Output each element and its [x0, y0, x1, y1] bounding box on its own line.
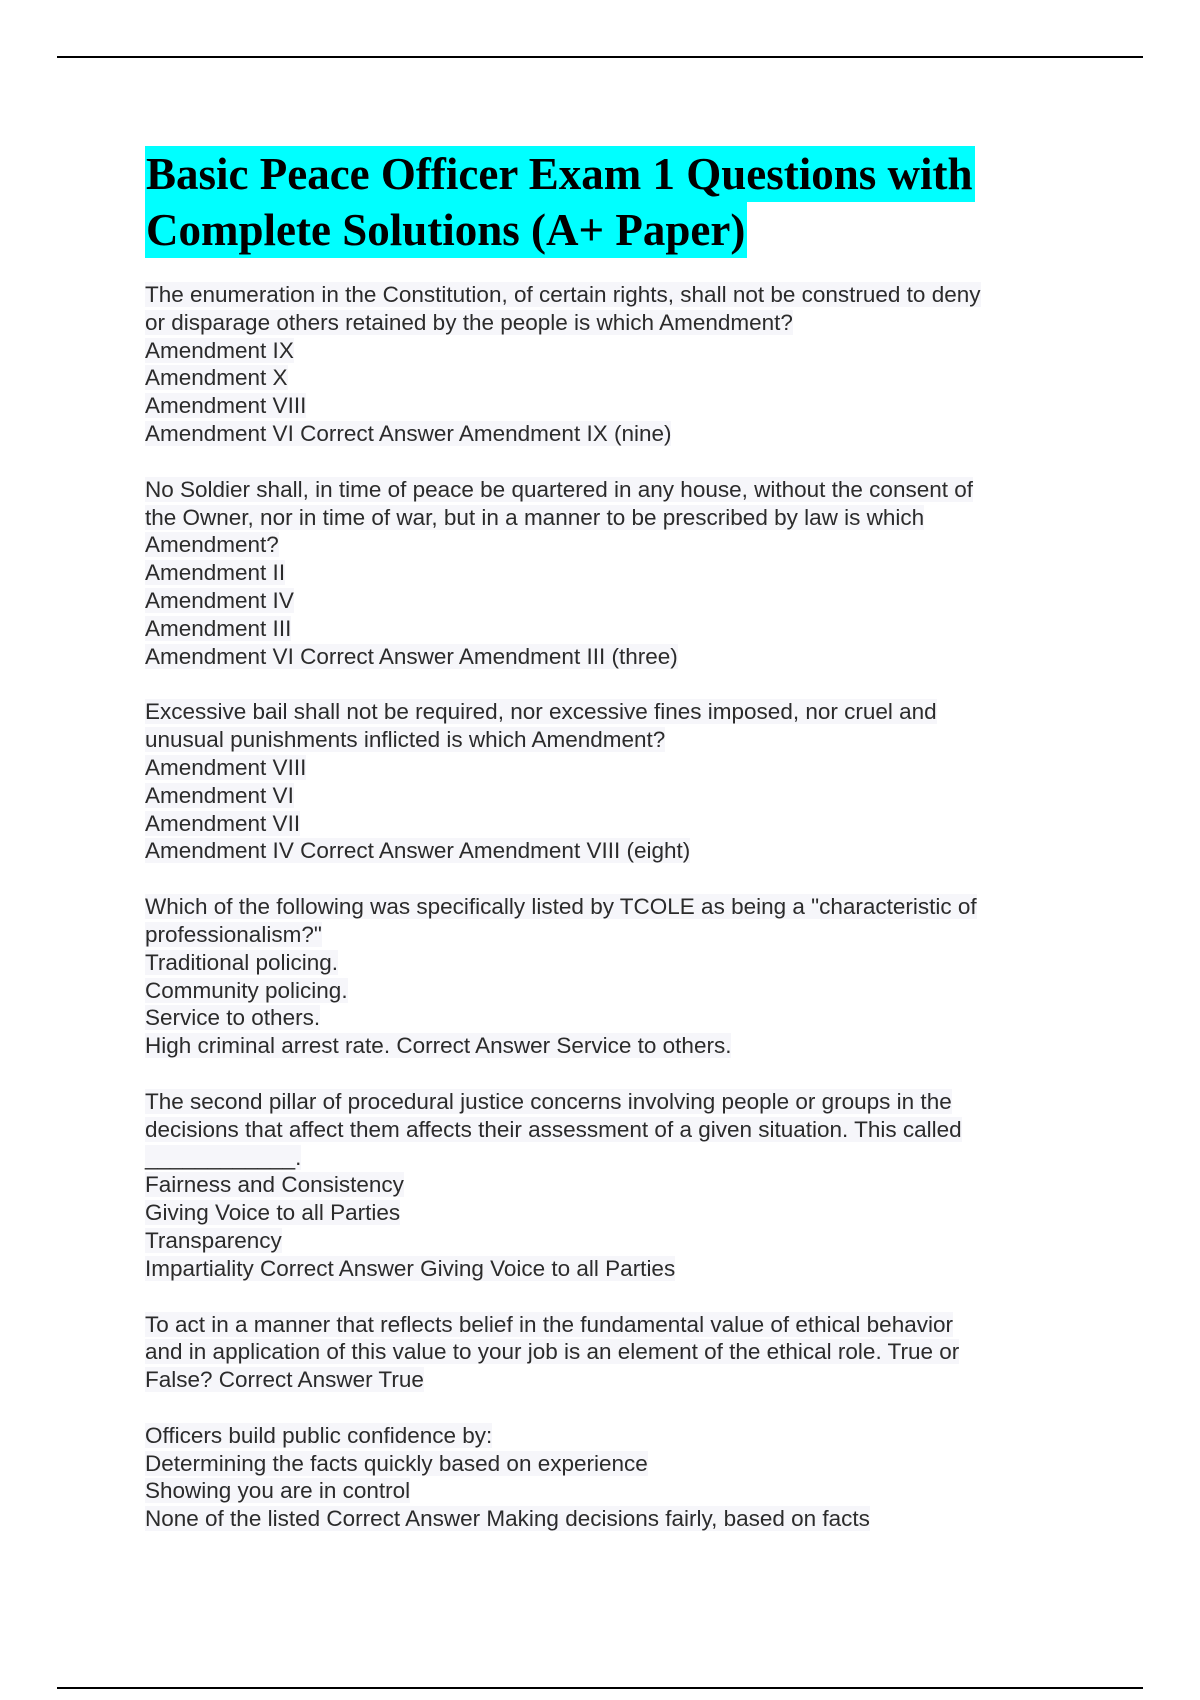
answer-option: Amendment VI Correct Answer Amendment IX (nine) — [145, 420, 672, 446]
text-line: unusual punishments inflicted is which Amendment? — [145, 727, 666, 753]
answer-option: Amendment VI Correct Answer Amendment III (three) — [145, 643, 678, 669]
answer-option: Amendment II — [145, 560, 286, 586]
text-line: professionalism?" — [145, 921, 322, 947]
title-line: Complete Solutions (A+ Paper) — [145, 202, 747, 258]
answer-option: Amendment IV Correct Answer Amendment VIII (eight) — [145, 838, 691, 864]
answer-option: Amendment VIII — [145, 754, 307, 780]
text-line: No Soldier shall, in time of peace be quartered in any house, without the consent of — [145, 476, 974, 502]
answer-option: Fairness and Consistency — [145, 1172, 404, 1198]
answer-option: Showing you are in control — [145, 1478, 411, 1504]
text-line: The enumeration in the Constitution, of certain rights, shall not be construed to deny — [145, 282, 981, 307]
answer-option: Community policing. — [145, 977, 348, 1003]
answer-option: Giving Voice to all Parties — [145, 1200, 401, 1226]
answer-option: Service to others. — [145, 1005, 321, 1031]
answer-option: Amendment VI — [145, 782, 294, 808]
question-block — [145, 1088, 1065, 1283]
question-block — [145, 476, 1065, 671]
title-line: Basic Peace Officer Exam 1 Questions with — [145, 146, 975, 202]
bottom-rule — [57, 1687, 1143, 1689]
question-block — [145, 1311, 1065, 1394]
text-line: ____________. — [145, 1144, 302, 1170]
text-line: decisions that affect them affects their assessment of a given situation. This called — [145, 1116, 962, 1142]
answer-option: Amendment IV — [145, 587, 294, 613]
answer-option: Impartiality Correct Answer Giving Voice to all Parties — [145, 1255, 676, 1281]
answer-option: Amendment III — [145, 615, 292, 641]
text-line: Officers build public confidence by: — [145, 1422, 493, 1448]
answer-option: Traditional policing. — [145, 949, 339, 975]
text-line: To act in a manner that reflects belief in the fundamental value of ethical behavior — [145, 1311, 953, 1337]
text-line: Amendment? — [145, 532, 279, 558]
text-line: and in application of this value to your job is an element of the ethical role. True or — [145, 1339, 960, 1365]
answer-option: Transparency — [145, 1227, 282, 1253]
question-block — [145, 698, 1065, 865]
document-title — [145, 146, 1065, 258]
top-rule — [57, 56, 1143, 58]
text-line: the Owner, nor in time of war, but in a manner to be prescribed by law is which — [145, 504, 925, 530]
answer-option: Amendment IX — [145, 337, 294, 363]
text-line: Excessive bail shall not be required, nor excessive fines imposed, nor cruel and — [145, 699, 937, 725]
text-line: False? Correct Answer True — [145, 1367, 424, 1393]
answer-option: Amendment VII — [145, 810, 301, 836]
answer-option: High criminal arrest rate. Correct Answer Service to others. — [145, 1033, 732, 1059]
answer-option: Determining the facts quickly based on experience — [145, 1450, 648, 1476]
question-block — [145, 1422, 1065, 1533]
document-body — [145, 146, 1065, 1561]
text-line: Which of the following was specifically listed by TCOLE as being a "characteristic of — [145, 894, 977, 920]
answer-option: Amendment VIII — [145, 393, 307, 419]
answer-option: Amendment X — [145, 365, 288, 391]
text-line: The second pillar of procedural justice concerns involving people or groups in the — [145, 1088, 952, 1114]
text-line: or disparage others retained by the people is which Amendment? — [145, 309, 793, 335]
question-block — [145, 893, 1065, 1060]
answer-option: None of the listed Correct Answer Making decisions fairly, based on facts — [145, 1506, 870, 1532]
question-block — [145, 281, 1065, 448]
